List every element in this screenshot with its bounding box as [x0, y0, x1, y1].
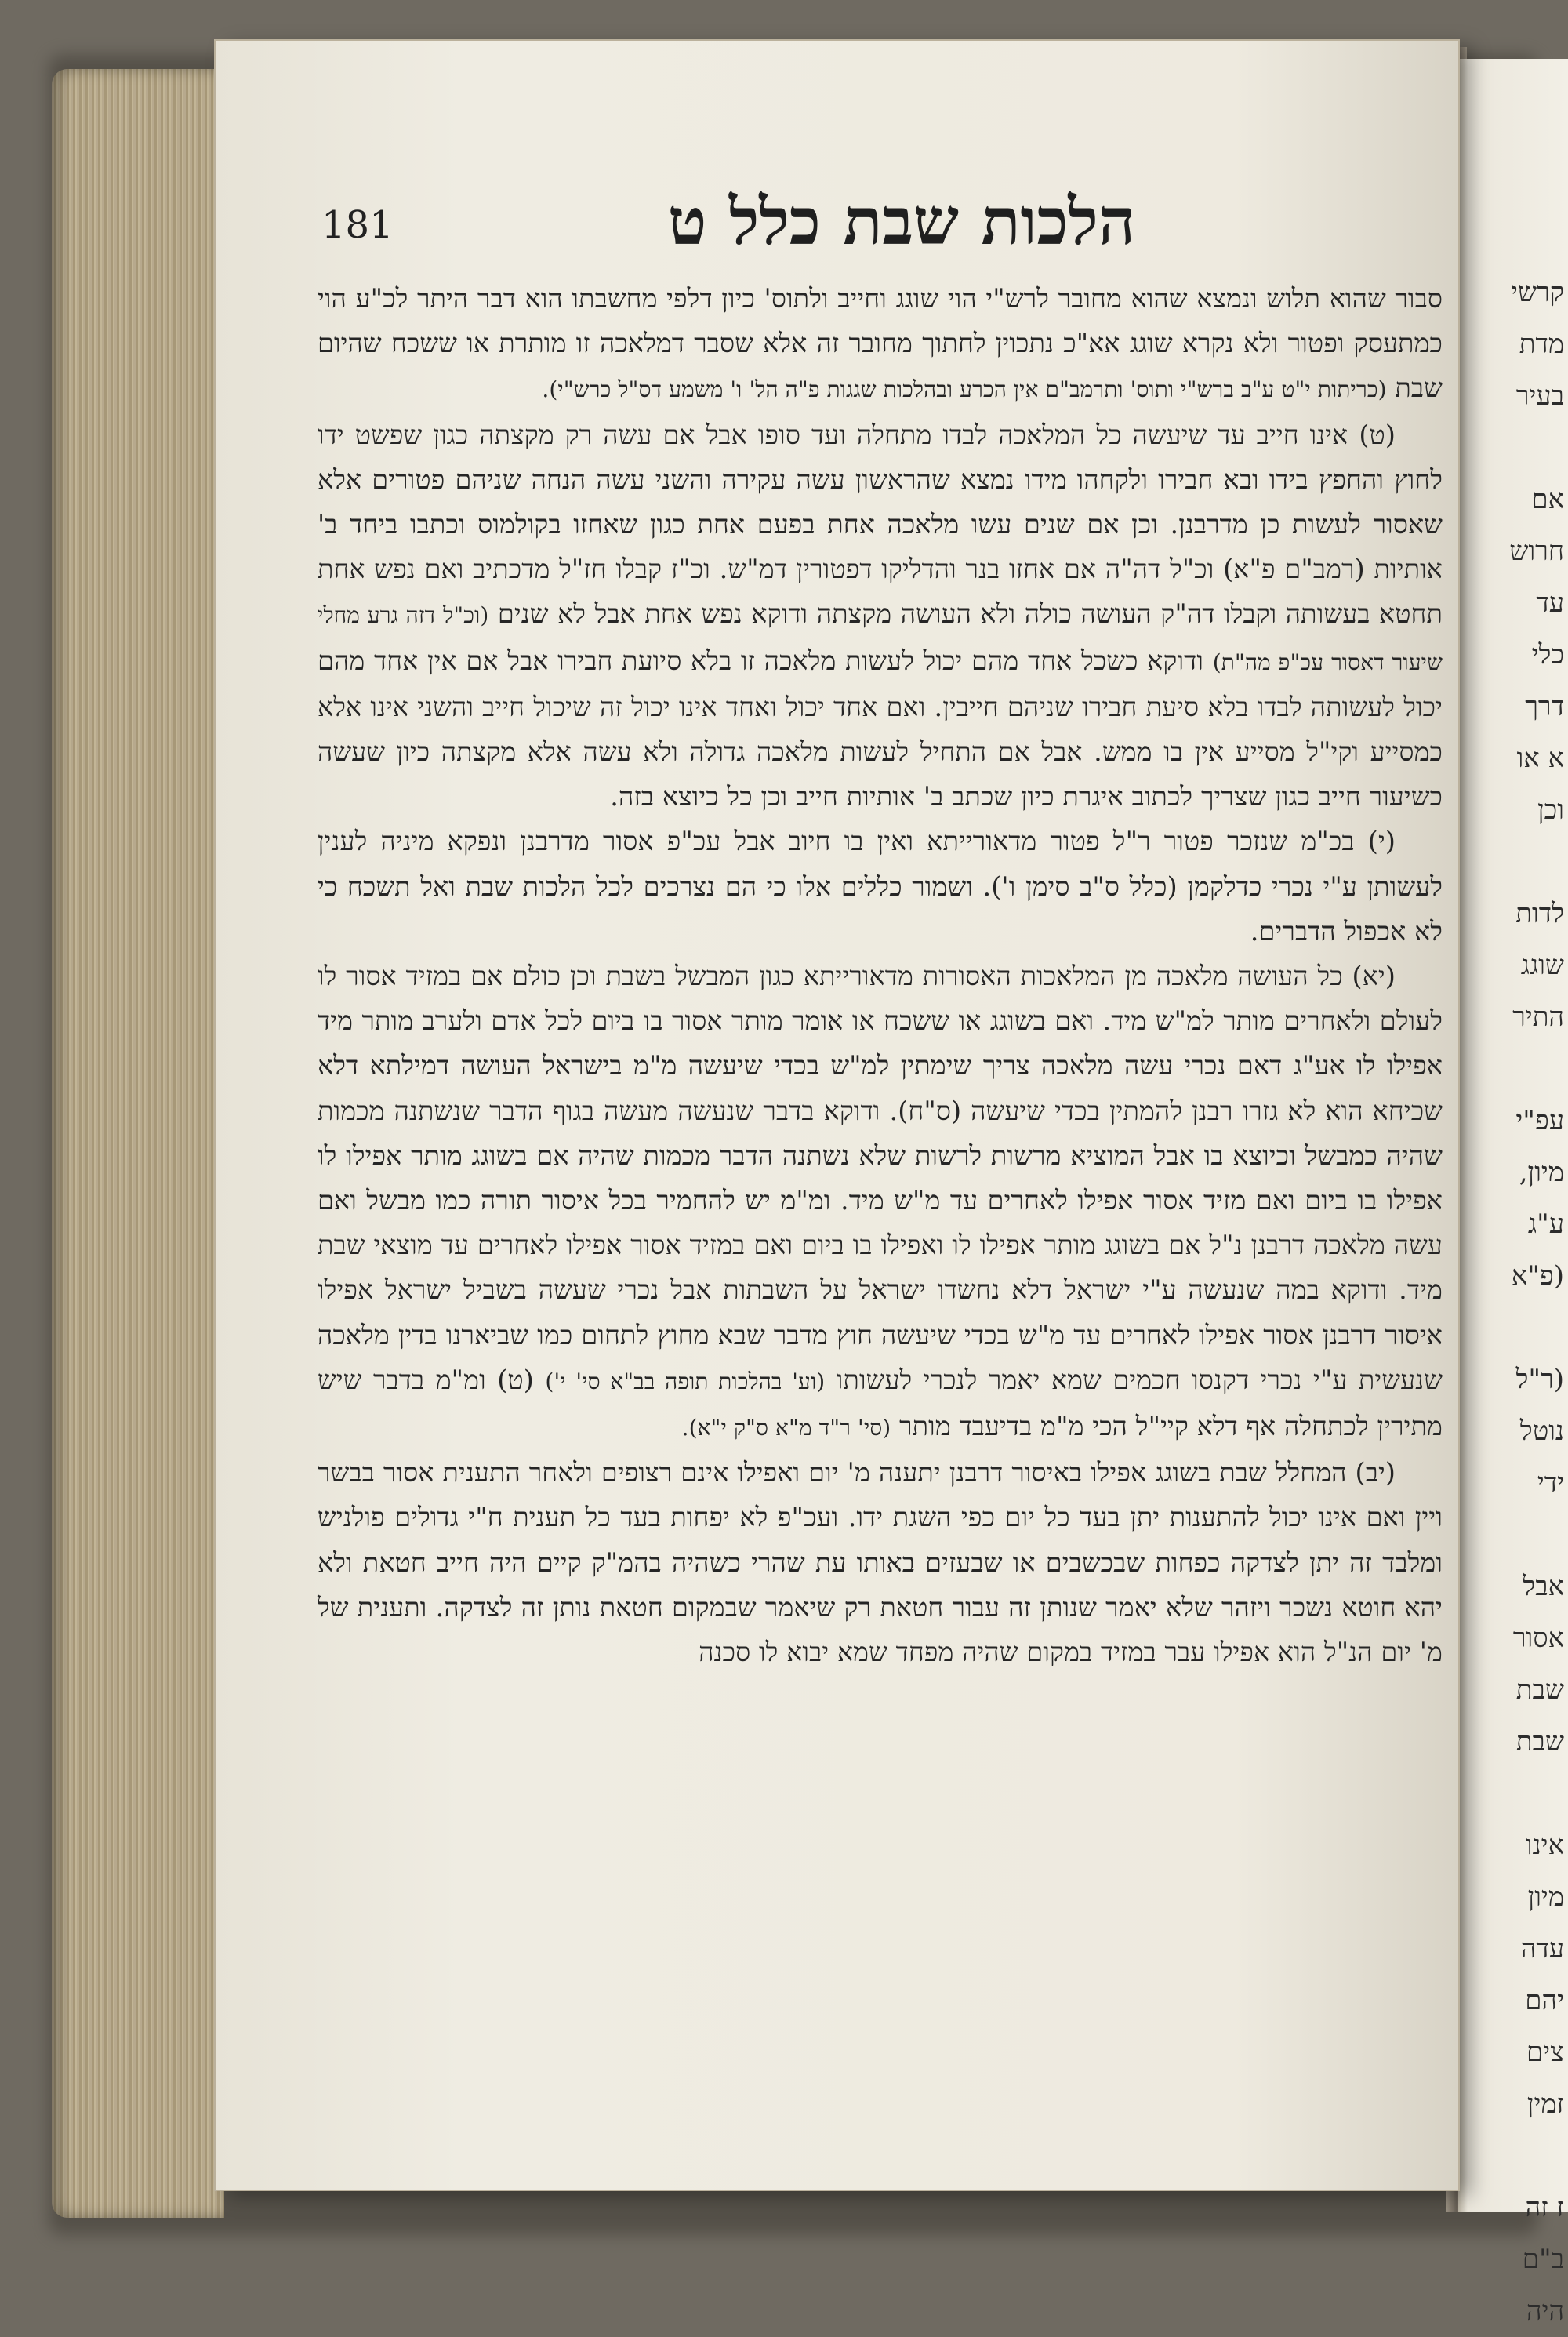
paragraph-continuation [318, 276, 1443, 413]
facing-page-fragment: שבת [1515, 1674, 1564, 1706]
paragraph-note: (כריתות י"ט ע"ב ברש"י ותוס' ותרמב"ם אין הכרע ובהלכות שגגות פ"ה הל' ו' משמע דס"ל כרש"י). [542, 376, 1387, 403]
facing-page-fragment: זמין [1526, 2088, 1564, 2120]
page-edge [52, 69, 224, 2218]
page-header [306, 184, 1458, 278]
facing-page-fragment: התיר [1512, 1001, 1564, 1033]
paragraph-note: (סי' ר"ד מ"א ס"ק י"א). [681, 1415, 891, 1441]
facing-page-fragment: לדות [1515, 898, 1564, 929]
paragraph-text: (יא) כל העושה מלאכה מן המלאכות האסורות מדאורייתא כגון המבשל בשבת וכן כולם אם במזיד אסור לו לעולם ולאחרים מותר למ"ש מיד. ואם בשוגג או ששכח או אומר מותר אסור בו ביום לכל אדם ולערב מותר מיד אפילו לו אע"ג דאם נכרי עשה מלאכה צריך שימתין למ"ש בכדי שיעשה מ"מ בישראל העושה דמילתא דלא שכיחא הוא לא גזרו רבנן להמתין בכדי שיעשה (ס"ח). ודוקא בדבר שנעשה מעשה בגוף הדבר שנשתנה מכמות שהיה כמבשל וכיוצא בו אבל המוציא מרשות לרשות שלא נשתנה הדבר מכמות שהיה אם בשוגג מותר אפילו לו אפילו בו ביום ואם מזיד אסור אפילו לאחרים עד מ"ש מיד. ומ"מ יש להחמיר בכל איסור תורה כמו מבשל ואם עשה מלאכה דרבנן נ"ל אם בשוגג מותר אפילו לו ואפילו בו ביום ואם במזיד אסור אפילו לאחרים עד מוצאי שבת מיד. ודוקא במה שנעשה ע"י ישראל דלא נחשדו ישראל על השבתות אבל נכרי שעשה בשביל ישראל אפילו איסור דרבנן אסור אפילו לאחרים עד מ"ש בכדי שיעשה חוץ מדבר שבא מחוץ לתחום כמו שביארנו בדין מלאכה שנעשית ע"י נכרי דקנסו חכמים שמא יאמר לנכרי לעשותו [318, 961, 1443, 1395]
facing-page-fragment: וכן [1537, 794, 1564, 826]
facing-page-fragment: אם [1531, 484, 1564, 515]
facing-page-fragment: שבת [1515, 1726, 1564, 1757]
facing-page-fragment: עד [1536, 587, 1564, 619]
paragraph-text: (ט) ומ"מ בדבר שיש מתירין לכתחלה אף דלא קיי"ל הכי מ"מ בדיעבד מותר [318, 1364, 1443, 1442]
paragraph-10 [318, 819, 1443, 954]
facing-page-fragment: יהם [1525, 1985, 1564, 2016]
facing-page-fragment [1478, 1768, 1564, 1819]
paragraph-text: (ט) אינו חייב עד שיעשה כל המלאכה לבדו מתחלה ועד סופו אבל אם עשה רק מקצתה כגון שפשט ידו לחוץ והחפץ בידו ובא חבירו ולקחהו מידו נמצא שהראשון עשה עקירה והשני עשה הנחה שניהם פטורים אלא שאסור לעשות כן מדרבנן. וכן אם שנים עשו מלאכה אחת בפעם אחת כגון שאחזו בקולמוס וכתבו ביחד ב' אותיות (רמב"ם פ"א) וכ"ל דה"ה אם אחזו בנר והדליקו דפטורין דמ"ש. וכ"ז קבלו חז"ל מדכתיב ואם נפש אחת תחטא בעשותה וקבלו דה"ק העושה כולה ולא העושה מקצתה ודוקא נפש אחת אבל לא שנים [318, 419, 1443, 630]
facing-page-fragment: ע"ג [1527, 1208, 1564, 1240]
main-text [318, 276, 1443, 2143]
facing-page-fragment: עדה [1520, 1933, 1564, 1964]
page-number: 181 [321, 203, 394, 247]
facing-page-fragment: מדת [1519, 329, 1564, 360]
facing-page-fragment: שוגג [1520, 950, 1564, 981]
paragraph-note: (וכ"ל דזה גרע מחלי שיעור דאסור עכ"פ מה"ת) [318, 602, 1443, 675]
facing-page-fragment: (פ"א [1511, 1260, 1564, 1292]
facing-page-fragment [1478, 422, 1564, 474]
paragraph-11 [318, 954, 1443, 1450]
facing-page-fragment: היה [1526, 2295, 1564, 2327]
facing-page-fragment: ידי [1537, 1467, 1564, 1499]
facing-page-fragment: כלי [1531, 639, 1564, 671]
facing-page-fragment: נוטל [1519, 1416, 1564, 1447]
facing-page-fragment: ב"ם [1522, 2244, 1564, 2275]
facing-page-fragment [1478, 1043, 1564, 1095]
facing-page-fragment: א או [1516, 743, 1564, 774]
facing-page-fragment [1478, 2130, 1564, 2182]
facing-page-fragment: חרוש [1509, 536, 1564, 567]
facing-page-fragment [1478, 1302, 1564, 1354]
facing-page-text [1478, 267, 1564, 2327]
facing-page-fragment: אבל [1523, 1571, 1564, 1602]
facing-page-fragment: בעיר [1515, 380, 1564, 412]
facing-page-fragment: קרשי [1511, 277, 1564, 308]
paragraph-9 [318, 413, 1443, 820]
facing-page-fragment: צים [1526, 2037, 1564, 2068]
paragraph-text: (יב) המחלל שבת בשוגג אפילו באיסור דרבנן יתענה מ' יום ואפילו אינם רצופים ולאחר התענית אסור בבשר ויין ואם אינו יכול להתענות יתן בעד כל יום כפי השגת ידו. ועכ"פ לא יפחות בעד כל תענית ח"י גדולים פולניש ומלבד זה יתן לצדקה כפחות שבכשבים או שבעזים באותו עת שהרי כשהיה בהמ"ק קיים היה חייב חטאת ולא יהא חוטא נשכר ויזהר שלא יאמר שנותן זה עבור חטאת רק שיאמר שבמקום חטאת נותן זה לצדקה. ותענית של מ' יום הנ"ל הוא אפילו עבר במזיד במקום שהיה מפחד שמא יבוא לו סכנה [318, 1457, 1443, 1668]
paragraph-text: (י) בכ"מ שנזכר פטור ר"ל פטור מדאורייתא ואין בו חיוב אבל עכ"פ אסור מדרבנן ונפקא מיניה לענין לעשותן ע"י נכרי כדלקמן (כלל ס"ב סימן ו'). ושמור כללים אלו כי הם נצרכים לכל הלכות שבת ואל תשכח כי לא אכפול הדברים. [318, 826, 1443, 947]
facing-page-fragment: (ר"ל [1515, 1364, 1564, 1395]
paragraph-text: ודוקא כשכל אחד מהם יכול לעשות מלאכה זו בלא סיועת חבירו אבל אם אין אחד מהם יכול לעשותה לבדו בלא סיעת חבירו שניהם חייבין. ואם אחד יכול ואחד אינו יכול זה שיכול חייב והשני אינו אלא כמסייע וקי"ל מסייע אין בו ממש. אבל אם התחיל לעשות מלאכה גדולה ולא עשה אלא מקצתה כיון שעשה כשיעור חייב כגון שצריך לכתוב איגרת כיון שכתב ב' אותיות חייב וכן כל כיוצא בזה. [318, 645, 1443, 812]
paragraph-note: (וע' בהלכות תופה בב"א סי' י') [545, 1368, 826, 1394]
facing-page-fragment: ז זה [1525, 2192, 1564, 2223]
paragraph-12 [318, 1450, 1443, 1674]
facing-page-fragment [1478, 836, 1564, 888]
facing-page-fragment [1478, 1509, 1564, 1561]
facing-page-fragment: מיון, [1519, 1157, 1564, 1188]
facing-page-fragment: אסור [1512, 1623, 1564, 1654]
facing-page-fragment: עפ"י [1515, 1105, 1564, 1136]
facing-page-fragment: דרך [1525, 691, 1564, 722]
facing-page-fragment: אינו [1525, 1830, 1564, 1861]
paragraph-text: סבור שהוא תלוש ונמצא שהוא מחובר לרש"י הוי שוגג וחייב ולתוס' כיון דלפי מחשבתו הוא דבר היתר לכ"ע הוי כמתעסק ופטור ולא נקרא שוגג אא"כ נתכוין לחתוך מחובר זה אלא שסבר דמלאכה זו מותרת או ששכח שהיום שבת [318, 283, 1443, 404]
running-title: הלכות שבת כלל ט [667, 184, 1136, 260]
facing-page-fragment: מיון [1527, 1881, 1564, 1913]
